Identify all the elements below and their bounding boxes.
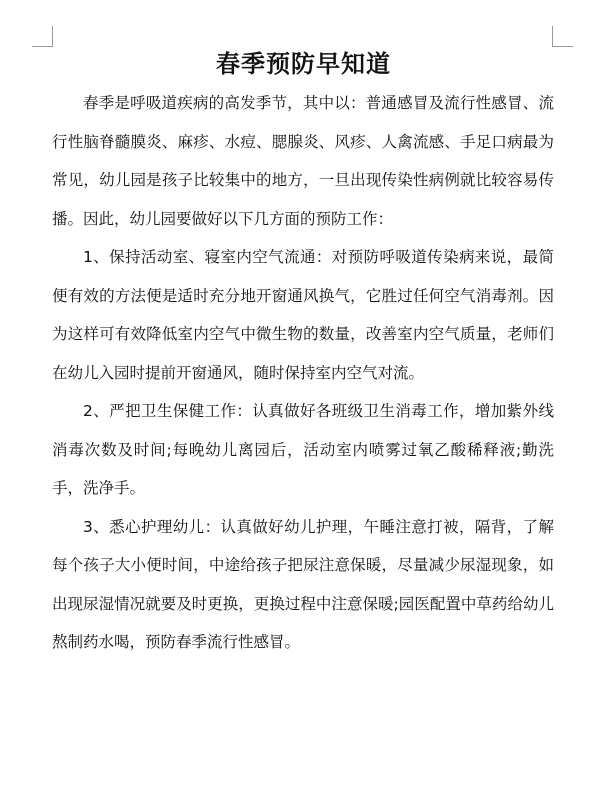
paragraph-intro: 春季是呼吸道疾病的高发季节，其中以：普通感冒及流行性感冒、流行性脑脊髓膜炎、麻疹、水痘、腮腺炎、风疹、人禽流感、手足口病最为常见，幼儿园是孩子比较集中的地方，一旦出现传染性病例就比较容易传播。因此，幼儿园要做好以下几方面的预防工作： <box>52 94 554 228</box>
paragraph-care: 3、悉心护理幼儿：认真做好幼儿护理，午睡注意打被，隔背，了解每个孩子大小便时间，中途给孩子把尿注意保暖，尽量减少尿湿现象，如出现尿湿情况就要及时更换，更换过程中注意保暖;园医配置中草药给幼儿熬制药水喝，预防春季流行性感冒。 <box>52 517 554 651</box>
paragraph-hygiene: 2、严把卫生保健工作：认真做好各班级卫生消毒工作，增加紫外线消毒次数及时间;每晚幼儿离园后，活动室内喷雾过氧乙酸稀释液;勤洗手，洗净手。 <box>52 402 554 497</box>
paragraph-ventilation: 1、保持活动室、寝室内空气流通：对预防呼吸道传染病来说，最简便有效的方法便是适时充分地开窗通风换气，它胜过任何空气消毒剂。因为这样可有效降低室内空气中微生物的数量，改善室内空气质量，老师们在幼儿入园时提前开窗通风，随时保持室内空气对流。 <box>52 248 554 382</box>
document-body <box>52 84 554 662</box>
page-title: 春季预防早知道 <box>216 49 391 78</box>
